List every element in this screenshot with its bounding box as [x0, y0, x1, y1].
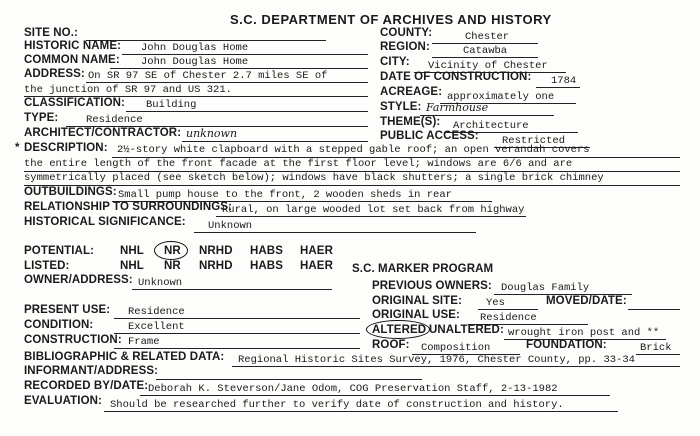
type-label: TYPE: — [24, 112, 59, 124]
original-use-value: Residence — [480, 312, 537, 324]
condition-label: CONDITION: — [24, 319, 94, 331]
present-use-label: PRESENT USE: — [24, 304, 111, 316]
county-label: COUNTY: — [380, 27, 433, 39]
relationship-label: RELATIONSHIP TO SURROUNDINGS: — [24, 201, 232, 213]
potential-nrhd: NRHD — [199, 245, 233, 257]
listed-label: LISTED: — [24, 260, 70, 272]
listed-nrhd: NRHD — [199, 260, 233, 272]
type-value: Residence — [86, 114, 143, 126]
potential-label: POTENTIAL: — [24, 245, 94, 257]
bibliographic-line — [232, 366, 680, 367]
address-value-2: the junction of SR 97 and US 321. — [24, 84, 232, 96]
common-name-value: John Douglas Home — [141, 56, 249, 68]
themes-label: THEME(S): — [380, 116, 441, 128]
owner-line — [132, 289, 332, 290]
original-site-label: ORIGINAL SITE: — [372, 295, 462, 307]
original-site-value: Yes — [486, 297, 505, 309]
description-value-3: symmetrically placed (see sketch below); windows have black shutters; a single brick chimney — [24, 172, 604, 184]
common-name-label: COMMON NAME: — [24, 54, 120, 66]
architect-value: unknown — [186, 127, 238, 140]
site-no-line — [86, 40, 326, 41]
outbuildings-label: OUTBUILDINGS: — [24, 186, 117, 198]
recorded-label: RECORDED BY/DATE: — [24, 380, 149, 392]
address-line-1 — [86, 82, 368, 83]
original-use-label: ORIGINAL USE: — [372, 309, 460, 321]
style-value: Farmhouse — [426, 101, 489, 114]
recorded-line — [140, 395, 610, 396]
style-line — [420, 115, 554, 116]
county-value: Chester — [465, 31, 510, 43]
description-label: DESCRIPTION: — [24, 142, 108, 154]
significance-value: Unknown — [208, 220, 253, 232]
classification-line — [126, 111, 368, 112]
historic-name-label: HISTORIC NAME: — [24, 40, 122, 52]
evaluation-value: Should be researched further to verify date of construction and history. — [110, 399, 564, 411]
condition-line — [114, 333, 360, 334]
style-label: STYLE: — [380, 101, 422, 113]
previous-owners-value: Douglas Family — [501, 282, 590, 294]
common-name-line — [110, 68, 368, 69]
original-site-line — [478, 309, 538, 310]
previous-owners-label: PREVIOUS OWNERS: — [372, 280, 492, 292]
construction-value: Frame — [128, 336, 160, 348]
bibliographic-value: Regional Historic Sites Survey, 1976, Chester County, pp. 33-34 — [238, 354, 635, 366]
altered-circle — [366, 320, 430, 339]
description-line-3 — [24, 185, 680, 186]
construction-label: CONSTRUCTION: — [24, 334, 122, 346]
potential-nhl: NHL — [120, 245, 144, 257]
historic-name-line — [122, 54, 368, 55]
recorded-value: Deborah K. Steverson/Jane Odom, COG Preservation Staff, 2-13-1982 — [148, 383, 558, 395]
architect-label: ARCHITECT/CONTRACTOR: — [24, 127, 182, 139]
city-label: CITY: — [380, 56, 410, 68]
classification-label: CLASSIFICATION: — [24, 97, 125, 109]
bibliographic-label: BIBLIOGRAPHIC & RELATED DATA: — [24, 351, 225, 363]
present-use-line — [114, 318, 360, 319]
site-no-label: SITE NO.: — [24, 27, 78, 39]
potential-nr-circle — [154, 241, 188, 260]
public-access-value: Restricted — [502, 135, 566, 147]
listed-nhl: NHL — [120, 260, 144, 272]
moved-date-label: MOVED/DATE: — [546, 295, 627, 307]
unaltered-value: wrought iron post and ** — [508, 327, 660, 339]
public-access-label: PUBLIC ACCESS: — [380, 130, 479, 142]
listed-haer: HAER — [300, 260, 333, 272]
potential-haer: HAER — [300, 245, 333, 257]
evaluation-line — [104, 411, 618, 412]
potential-nr: NR — [164, 245, 181, 257]
informant-label: INFORMANT/ADDRESS: — [24, 365, 159, 377]
owner-label: OWNER/ADDRESS: — [24, 274, 133, 286]
roof-label: ROOF: — [372, 339, 410, 351]
form-title: S.C. DEPARTMENT OF ARCHIVES AND HISTORY — [230, 12, 552, 27]
classification-value: Building — [146, 99, 197, 111]
significance-label: HISTORICAL SIGNIFICANCE: — [24, 216, 186, 228]
date-construction-value: 1784 — [551, 75, 577, 87]
roof-value: Composition — [421, 342, 491, 354]
region-line — [432, 57, 538, 58]
city-value: Vicinity of Chester — [428, 60, 548, 72]
significance-line — [194, 232, 476, 233]
acreage-label: ACREAGE: — [380, 86, 443, 98]
construction-line — [114, 348, 360, 349]
foundation-value: Brick — [640, 342, 672, 354]
address-value-1: On SR 97 SE of Chester 2.7 miles SE of — [88, 70, 328, 82]
moved-date-line — [628, 309, 680, 310]
relationship-value: Rural, on large wooded lot set back from highway — [222, 204, 525, 216]
region-label: REGION: — [380, 41, 430, 53]
foundation-line — [636, 354, 680, 355]
marker-program-label: S.C. MARKER PROGRAM — [352, 263, 494, 275]
listed-habs: HABS — [250, 260, 283, 272]
informant-line — [156, 379, 422, 380]
date-construction-line — [536, 87, 580, 88]
owner-value: Unknown — [138, 277, 183, 289]
potential-habs: HABS — [250, 245, 283, 257]
description-asterisk: * — [15, 142, 20, 154]
date-construction-label: DATE OF CONSTRUCTION: — [380, 71, 532, 83]
evaluation-label: EVALUATION: — [24, 395, 102, 407]
relationship-line — [216, 216, 526, 217]
acreage-value: approximately one — [447, 91, 555, 103]
condition-value: Excellent — [128, 321, 185, 333]
region-value: Catawba — [463, 45, 508, 57]
historic-name-value: John Douglas Home — [141, 42, 249, 54]
address-label: ADDRESS: — [24, 68, 85, 80]
altered-label: ALTERED — [372, 324, 427, 336]
themes-value: Architecture — [453, 120, 529, 132]
outbuildings-value: Small pump house to the front, 2 wooden sheds in rear — [118, 189, 452, 201]
county-line — [432, 43, 538, 44]
listed-nr: NR — [164, 260, 181, 272]
architect-line — [182, 141, 368, 142]
description-value-2: the entire length of the front facade at the first floor level; windows are 6/6 and are — [24, 158, 573, 170]
unaltered-label: UNALTERED: — [429, 324, 504, 336]
present-use-value: Residence — [128, 306, 185, 318]
description-value-1: 2½-story white clapboard with a stepped gable roof; an open verandah covers — [117, 144, 590, 156]
foundation-label: FOUNDATION: — [526, 339, 607, 351]
